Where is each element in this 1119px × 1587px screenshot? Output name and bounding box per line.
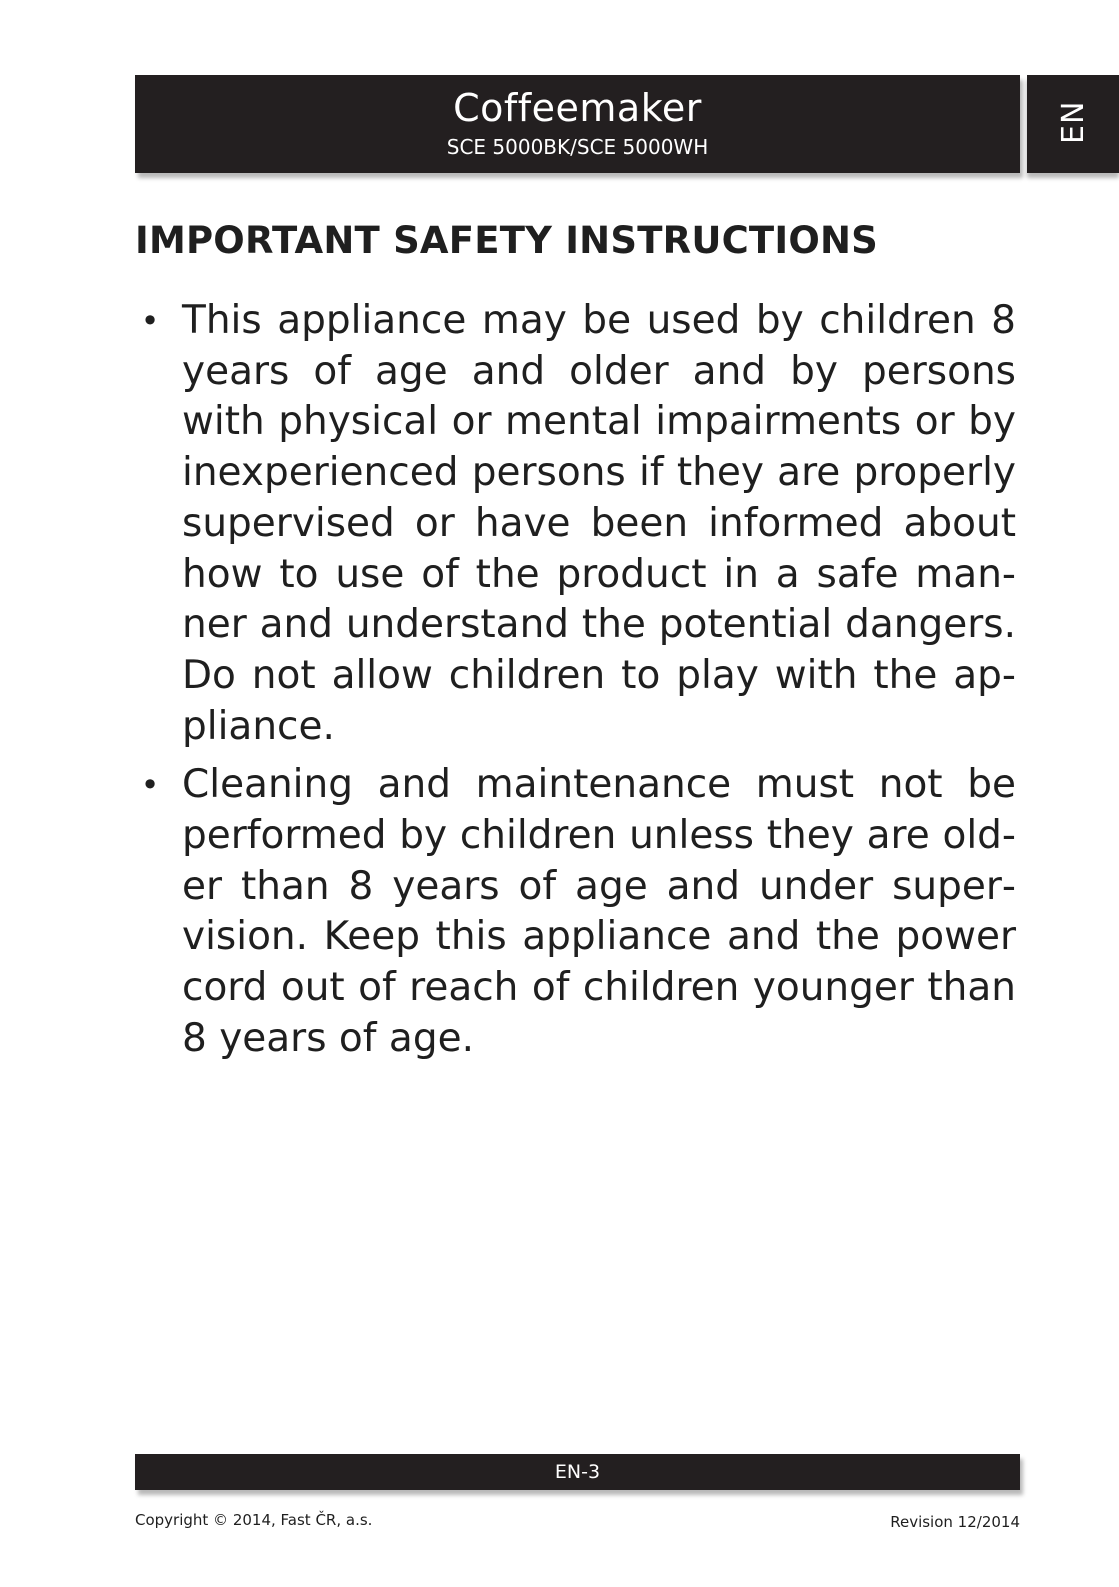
model-number: SCE 5000BK/SCE 5000WH <box>446 135 709 159</box>
copyright-notice: Copyright © 2014, Fast ČR, a.s. <box>135 1511 373 1529</box>
instruction-item-cleaning <box>135 760 1016 1064</box>
section-heading: IMPORTANT SAFETY INSTRUCTIONS <box>135 219 878 262</box>
instruction-text: Cleaning and maintenance must not be performed by children unless they are older than 8 years of age and under supervision. Keep this appliance and the power cord out of reach of children younger than 8 years of age. <box>182 762 1016 1061</box>
instruction-list <box>135 296 1016 1073</box>
instruction-item-children-usage <box>135 296 1016 752</box>
bullet-icon: • <box>140 766 160 805</box>
bullet-icon: • <box>140 302 160 340</box>
revision-label: Revision 12/2014 <box>890 1513 1020 1531</box>
document-title: Coffeemaker <box>453 86 702 130</box>
header-bar <box>135 75 1020 173</box>
page-number: EN-3 <box>554 1461 601 1483</box>
instruction-text: This appliance may be used by children 8 years of age and older and by persons with physical or mental impairments or by inexperienced persons if they are properly supervised or have been informed about how to use of the product in a safe manner and understand the potential dangers. Do not allow children to play with the appliance. <box>182 298 1016 749</box>
language-label: EN <box>1056 100 1091 144</box>
language-tab <box>1027 75 1119 173</box>
footer-bar <box>135 1454 1020 1490</box>
